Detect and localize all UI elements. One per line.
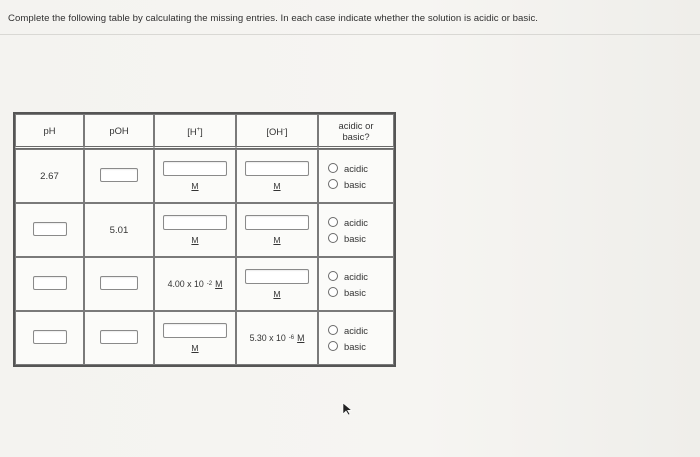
row2-acidity-cell [318, 203, 394, 257]
row3-h-cell [154, 257, 236, 311]
row1-ph-value: 2.67 [40, 171, 59, 182]
row2-oh-cell [236, 203, 318, 257]
header-poh [84, 114, 154, 149]
row3-ph-cell [15, 257, 84, 311]
row4-oh-cell [236, 311, 318, 365]
header-acid-line1: acidic or [338, 119, 374, 131]
question-prompt: Complete the following table by calculating the missing entries. In each case indicate whether the solution is acidic or basic. [8, 13, 539, 24]
row2-h-input[interactable] [163, 215, 227, 230]
row3-h-mantissa: 4.00 x 10 [167, 279, 204, 289]
row4-h-input[interactable] [163, 323, 227, 338]
row4-oh-unit: M [297, 333, 305, 343]
row3-basic-label: basic [344, 286, 366, 298]
header-oh-text: [OH [266, 125, 284, 137]
row4-acidity-cell [318, 311, 394, 365]
row1-ph-cell [15, 149, 84, 203]
row3-h-unit: M [215, 279, 223, 289]
row4-h-cell [154, 311, 236, 365]
row4-oh-given [237, 333, 317, 343]
row4-ph-cell [15, 311, 84, 365]
table-header-row [15, 114, 394, 149]
row3-acidic-label: acidic [344, 270, 368, 282]
row3-h-exponent: -2 [206, 281, 213, 287]
radio-button-icon[interactable] [328, 287, 338, 297]
table-row [15, 149, 394, 203]
radio-button-icon[interactable] [328, 341, 338, 351]
header-acid-line2: basic? [342, 130, 370, 142]
header-oh-sup: - [283, 126, 286, 133]
row4-poh-cell [84, 311, 154, 365]
header-h-label [187, 126, 203, 137]
row1-oh-input[interactable] [245, 161, 309, 176]
row2-poh-value: 5.01 [109, 225, 129, 236]
table-row [15, 257, 394, 311]
row1-acidity-cell [318, 149, 394, 203]
header-oh [236, 114, 318, 149]
header-oh-close: ] [285, 125, 288, 137]
row3-basic-option[interactable] [328, 287, 366, 298]
answer-table [13, 112, 396, 367]
header-poh-label: pOH [109, 125, 129, 136]
row1-oh-cell [236, 149, 318, 203]
row1-acidic-label: acidic [344, 162, 368, 174]
row2-oh-input[interactable] [245, 215, 309, 230]
header-h-sup: + [196, 126, 201, 133]
row1-basic-option[interactable] [328, 179, 366, 190]
row1-oh-unit: M [273, 181, 281, 191]
row4-oh-exponent: -6 [288, 335, 295, 341]
row1-acidic-option[interactable] [328, 163, 368, 174]
row2-poh-cell [84, 203, 154, 257]
row1-h-cell [154, 149, 236, 203]
row1-h-input[interactable] [163, 161, 227, 176]
row4-ph-input[interactable] [33, 330, 67, 344]
row2-oh-unit: M [273, 235, 281, 245]
row3-poh-input[interactable] [100, 276, 138, 290]
header-ph [15, 114, 84, 149]
header-h-text: [H [187, 125, 197, 137]
table-row [15, 311, 394, 365]
row3-acidic-option[interactable] [328, 271, 368, 282]
radio-button-icon[interactable] [328, 271, 338, 281]
row2-acidic-label: acidic [344, 216, 368, 228]
row3-oh-input[interactable] [245, 269, 309, 284]
row3-ph-input[interactable] [33, 276, 67, 290]
row2-acidic-option[interactable] [328, 217, 368, 228]
table-row [15, 203, 394, 257]
row3-acidity-cell [318, 257, 394, 311]
mouse-pointer-icon [342, 402, 354, 416]
radio-button-icon[interactable] [328, 179, 338, 189]
row1-basic-label: basic [344, 178, 366, 190]
radio-button-icon[interactable] [328, 233, 338, 243]
row2-h-unit: M [191, 235, 199, 245]
row3-oh-unit: M [273, 289, 281, 299]
row4-h-unit: M [191, 343, 199, 353]
row4-basic-label: basic [344, 340, 366, 352]
row2-ph-input[interactable] [33, 222, 67, 236]
row2-ph-cell [15, 203, 84, 257]
header-oh-label [266, 126, 287, 137]
row2-basic-option[interactable] [328, 233, 366, 244]
header-h-close: ] [200, 125, 203, 137]
row4-oh-mantissa: 5.30 x 10 [249, 333, 286, 343]
divider [0, 34, 700, 35]
header-ph-label: pH [43, 125, 56, 136]
row1-poh-cell [84, 149, 154, 203]
row4-acidic-label: acidic [344, 324, 368, 336]
radio-button-icon[interactable] [328, 163, 338, 173]
radio-button-icon[interactable] [328, 217, 338, 227]
row4-poh-input[interactable] [100, 330, 138, 344]
row2-basic-label: basic [344, 232, 366, 244]
header-h [154, 114, 236, 149]
row4-basic-option[interactable] [328, 341, 366, 352]
row2-h-cell [154, 203, 236, 257]
header-acidic-or-basic [318, 114, 394, 149]
row3-h-given [155, 279, 235, 289]
row4-acidic-option[interactable] [328, 325, 368, 336]
row3-poh-cell [84, 257, 154, 311]
radio-button-icon[interactable] [328, 325, 338, 335]
row1-poh-input[interactable] [100, 168, 138, 182]
row1-h-unit: M [191, 181, 199, 191]
row3-oh-cell [236, 257, 318, 311]
